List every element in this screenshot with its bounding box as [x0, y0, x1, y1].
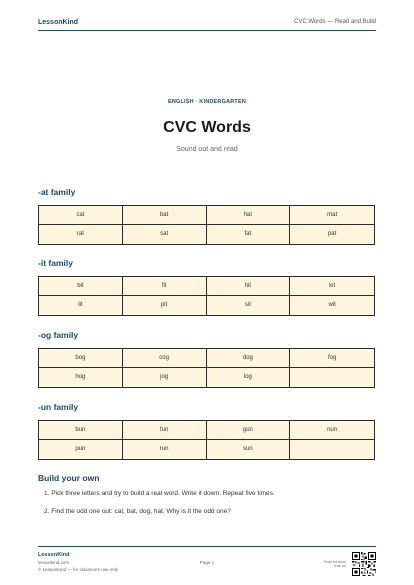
header-doc-title: CVC Words — Read and Build — [294, 19, 376, 25]
header-brand: LessonKind — [38, 18, 79, 26]
word-cell: bat — [123, 206, 207, 225]
page-subtitle: Sound out and read — [176, 146, 238, 153]
word-cell: nun — [290, 421, 374, 440]
activity-item: 2. Find the odd one out: cat, bat, dog, hat. Why is it the odd one? — [44, 508, 231, 515]
word-cell: fog — [290, 349, 374, 368]
word-cell: cat — [39, 206, 123, 225]
build-your-own-section — [38, 472, 375, 515]
word-cell: jog — [123, 368, 207, 387]
page-header — [38, 14, 376, 31]
word-cell: mat — [290, 206, 374, 225]
word-family-section — [38, 401, 375, 460]
word-family-section — [38, 186, 375, 245]
word-grid — [38, 420, 375, 460]
word-cell: hat — [207, 206, 291, 225]
word-cell: bit — [39, 277, 123, 296]
qr-code-icon — [352, 552, 376, 576]
word-cell: log — [207, 368, 291, 387]
word-grid — [38, 348, 375, 388]
word-cell: fun — [123, 421, 207, 440]
word-cell: sun — [207, 440, 291, 459]
word-family-section — [38, 329, 375, 388]
page-footer — [38, 546, 376, 577]
word-cell: cog — [123, 349, 207, 368]
word-cell: pat — [290, 225, 374, 244]
word-cell: hog — [39, 368, 123, 387]
word-grid — [38, 276, 375, 316]
page-title: CVC Words — [163, 119, 251, 136]
word-family-section — [38, 257, 375, 316]
page-number: Page 1 — [199, 560, 215, 565]
word-cell: fit — [123, 277, 207, 296]
footer-brand: LessonKind — [38, 552, 70, 558]
word-cell: sat — [123, 225, 207, 244]
word-cell: bun — [39, 421, 123, 440]
activity-item: 1. Pick three letters and try to build a real word. Write it down. Repeat five times. — [44, 490, 275, 497]
word-cell: sit — [207, 296, 291, 315]
word-cell: fat — [207, 225, 291, 244]
word-grid — [38, 205, 375, 245]
word-cell — [290, 368, 374, 387]
word-cell: kit — [290, 277, 374, 296]
qr-caption: Scan for more from us — [324, 560, 346, 568]
footer-url[interactable]: lessonkind.com — [38, 560, 70, 565]
word-cell: run — [123, 440, 207, 459]
word-cell: rat — [39, 225, 123, 244]
section-heading: -un family — [38, 402, 79, 412]
word-cell: pun — [39, 440, 123, 459]
word-cell: lit — [39, 296, 123, 315]
section-heading: -og family — [38, 330, 79, 340]
word-cell: dog — [207, 349, 291, 368]
subject-label: ENGLISH · KINDERGARTEN — [167, 99, 247, 105]
footer-copyright: © LessonKind — for classroom use only — [38, 567, 119, 572]
word-cell: hit — [207, 277, 291, 296]
word-cell — [290, 440, 374, 459]
word-cell: pit — [123, 296, 207, 315]
word-cell: bog — [39, 349, 123, 368]
word-cell: wit — [290, 296, 374, 315]
section-heading: -at family — [38, 187, 76, 197]
section-heading: Build your own — [38, 473, 100, 483]
word-cell: gun — [207, 421, 291, 440]
section-heading: -it family — [38, 258, 73, 268]
